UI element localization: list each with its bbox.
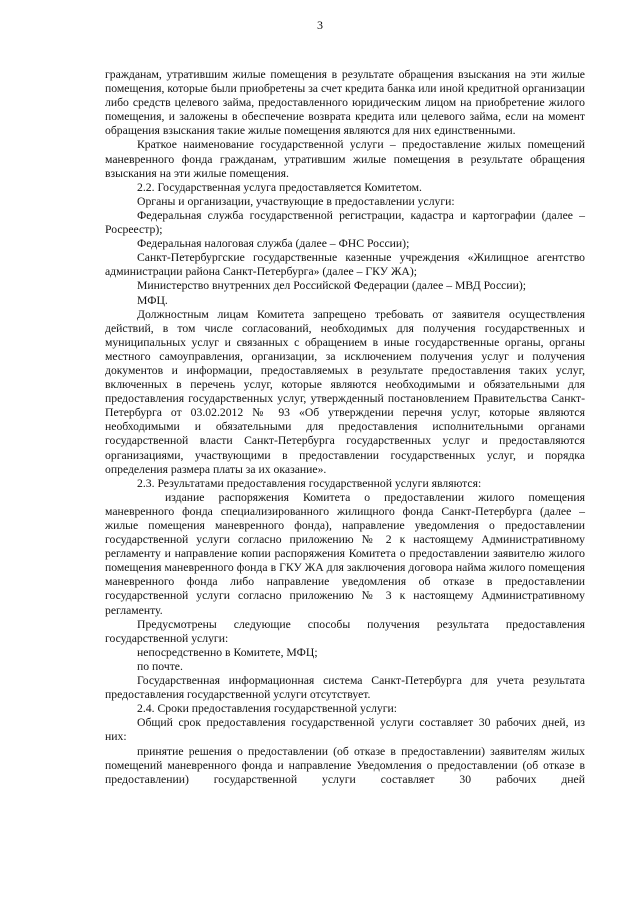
paragraph-participants-heading: Органы и организации, участвующие в предоставлении услуги: bbox=[137, 194, 455, 208]
paragraph-receipt-methods: Предусмотрены следующие способы получения результата предоставления государственной услуги: bbox=[105, 617, 585, 645]
paragraph-decision-term: принятие решения о предоставлении (об отказе в предоставлении) заявителям жилых помещений маневренного фонда и направление Уведомления о предоставлении (об отказе в предоставлении) государственной услуги составляет 30 рабочих дней bbox=[105, 744, 585, 786]
list-item-in-person: непосредственно в Комитете, МФЦ; bbox=[137, 645, 318, 659]
paragraph-short-name: Краткое наименование государственной услуги – предоставление жилых помещений маневренного фонда гражданам, утратившим жилые помещения в результате обращения взыскания на эти жилые помещения. bbox=[105, 138, 585, 180]
paragraph-mvd: Министерство внутренних дел Российской Федерации (далее – МВД России); bbox=[137, 279, 526, 293]
paragraph-prohibition: Должностным лицам Комитета запрещено требовать от заявителя осуществления действий, в том числе согласований, необходимых для получения государственных и муниципальных услуг и связанных с обращением в иные государственные органы, органы местного самоуправления, организации, за исключением получения услуг и получения документов и информации, предоставляемых в результате предоставления таких услуг, включенных в перечень услуг, которые являются необходимыми и обязательными для предоставления государственных услуг, утвержденный постановлением Правительства Санкт-Петербурга от 03.02.2012 № 93 «Об утверждении перечня услуг, которые являются необходимыми и обязательными для предоставления исполнительными органами государственной власти Санкт-Петербурга государственных услуг и предоставляются организациями, участвующими в предоставлении государственных услуг, и порядка определения размера платы за их оказание». bbox=[105, 307, 585, 476]
paragraph-results: издание распоряжения Комитета о предоставлении жилого помещения маневренного фонда специализированного жилищного фонда Санкт-Петербурга (далее – жилые помещения маневренного фонда), направление уведомления о предоставлении государственной услуги согласно приложению № 2 к настоящему Административному регламенту и направление копии распоряжения Комитета о предоставлении заявителю жилого помещения маневренного фонда в ГКУ ЖА для заключения договора найма жилого помещения маневренного фонда либо направление уведомления об отказе в предоставлении государственной услуги согласно приложению № 3 к настоящему Административному регламенту. bbox=[105, 490, 585, 617]
document-body bbox=[105, 68, 585, 787]
paragraph-section-2-4: 2.4. Сроки предоставления государственной услуги: bbox=[137, 702, 398, 716]
page-number: 3 bbox=[317, 18, 323, 32]
paragraph-section-2-3: 2.3. Результатами предоставления государственной услуги являются: bbox=[137, 476, 482, 490]
paragraph-section-2-2: 2.2. Государственная услуга предоставляется Комитетом. bbox=[137, 180, 422, 194]
paragraph-information-system: Государственная информационная система Санкт-Петербурга для учета результата предоставления государственной услуги отсутствует. bbox=[105, 674, 585, 702]
paragraph-gku-zha: Санкт-Петербургские государственные казенные учреждения «Жилищное агентство администрации района Санкт-Петербурга» (далее – ГКУ ЖА); bbox=[105, 251, 585, 279]
paragraph-rosreestr: Федеральная служба государственной регистрации, кадастра и картографии (далее – Росреестр); bbox=[105, 208, 585, 237]
paragraph-total-term: Общий срок предоставления государственной услуги составляет 30 рабочих дней, из них: bbox=[105, 716, 585, 744]
paragraph-fns: Федеральная налоговая служба (далее – ФНС России); bbox=[137, 237, 410, 251]
paragraph-applicants-continuation: гражданам, утратившим жилые помещения в результате обращения взыскания на эти жилые помещения, которые были приобретены за счет кредита банка или иной кредитной организации либо средств целевого займа, предоставленного юридическим лицом на приобретение жилого помещения, и заложены в обеспечение возврата кредита или целевого займа, если на момент обращения взыскания такие жилые помещения являются для них единственными. bbox=[105, 68, 585, 138]
list-item-by-mail: по почте. bbox=[137, 659, 183, 673]
paragraph-mfc: МФЦ. bbox=[137, 293, 168, 307]
